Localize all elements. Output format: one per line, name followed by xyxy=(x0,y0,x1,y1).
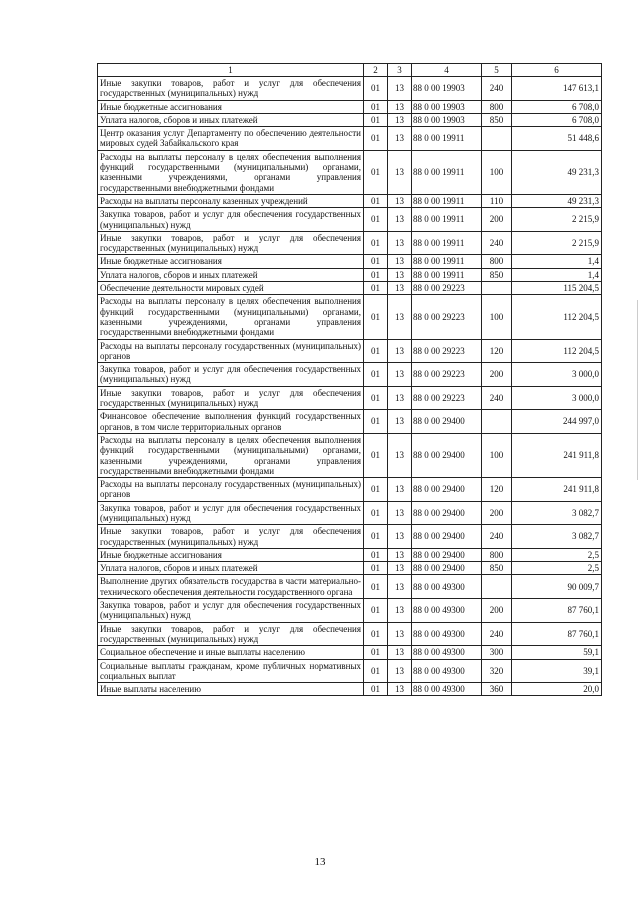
cell-subsection: 13 xyxy=(388,386,412,410)
cell-target-item: 88 0 00 49300 xyxy=(412,575,482,599)
cell-name: Расходы на выплаты персоналу в целях обеспечения выполнения функций государственными (муниципальными) органами, казенными учреждениями, органами управления государственными внебюджетными фондами xyxy=(98,150,364,194)
cell-amount: 87 760,1 xyxy=(512,599,602,623)
cell-section: 01 xyxy=(364,525,388,549)
cell-expense-type: 300 xyxy=(482,646,512,659)
cell-subsection: 13 xyxy=(388,433,412,477)
cell-expense-type: 120 xyxy=(482,339,512,363)
table-row xyxy=(98,622,602,646)
cell-expense-type: 240 xyxy=(482,231,512,255)
cell-amount: 49 231,3 xyxy=(512,194,602,207)
cell-subsection: 13 xyxy=(388,622,412,646)
cell-expense-type: 240 xyxy=(482,525,512,549)
cell-section: 01 xyxy=(364,208,388,232)
cell-amount: 115 204,5 xyxy=(512,282,602,295)
table-row xyxy=(98,100,602,113)
header-col-section: 2 xyxy=(364,64,388,77)
cell-expense-type: 100 xyxy=(482,150,512,194)
cell-section: 01 xyxy=(364,646,388,659)
cell-target-item: 88 0 00 29400 xyxy=(412,548,482,561)
table-row xyxy=(98,127,602,151)
table-row xyxy=(98,599,602,623)
table-row xyxy=(98,268,602,281)
cell-expense-type: 200 xyxy=(482,599,512,623)
cell-subsection: 13 xyxy=(388,127,412,151)
cell-target-item: 88 0 00 29223 xyxy=(412,282,482,295)
header-col-name: 1 xyxy=(98,64,364,77)
cell-section: 01 xyxy=(364,113,388,126)
cell-name: Иные закупки товаров, работ и услуг для обеспечения государственных (муниципальных) нужд xyxy=(98,622,364,646)
cell-target-item: 88 0 00 29400 xyxy=(412,410,482,434)
cell-target-item: 88 0 00 49300 xyxy=(412,683,482,696)
cell-subsection: 13 xyxy=(388,646,412,659)
cell-name: Иные бюджетные ассигнования xyxy=(98,100,364,113)
cell-section: 01 xyxy=(364,386,388,410)
cell-section: 01 xyxy=(364,363,388,387)
cell-amount: 241 911,8 xyxy=(512,433,602,477)
cell-section: 01 xyxy=(364,282,388,295)
cell-section: 01 xyxy=(364,194,388,207)
cell-expense-type xyxy=(482,575,512,599)
cell-expense-type: 850 xyxy=(482,562,512,575)
cell-expense-type: 850 xyxy=(482,113,512,126)
header-col-amount: 6 xyxy=(512,64,602,77)
cell-subsection: 13 xyxy=(388,363,412,387)
cell-subsection: 13 xyxy=(388,231,412,255)
cell-name: Иные выплаты населению xyxy=(98,683,364,696)
cell-target-item: 88 0 00 29400 xyxy=(412,562,482,575)
table-row xyxy=(98,410,602,434)
cell-name: Закупка товаров, работ и услуг для обеспечения государственных (муниципальных) нужд xyxy=(98,363,364,387)
cell-expense-type: 100 xyxy=(482,433,512,477)
cell-section: 01 xyxy=(364,622,388,646)
cell-section: 01 xyxy=(364,150,388,194)
cell-section: 01 xyxy=(364,575,388,599)
cell-section: 01 xyxy=(364,100,388,113)
cell-target-item: 88 0 00 19911 xyxy=(412,194,482,207)
cell-expense-type: 850 xyxy=(482,268,512,281)
cell-expense-type: 800 xyxy=(482,255,512,268)
cell-expense-type: 360 xyxy=(482,683,512,696)
cell-name: Иные закупки товаров, работ и услуг для обеспечения государственных (муниципальных) нужд xyxy=(98,386,364,410)
cell-target-item: 88 0 00 19903 xyxy=(412,77,482,101)
cell-subsection: 13 xyxy=(388,150,412,194)
cell-target-item: 88 0 00 49300 xyxy=(412,659,482,683)
table-row xyxy=(98,683,602,696)
table-row xyxy=(98,548,602,561)
page-number: 13 xyxy=(314,856,326,868)
cell-subsection: 13 xyxy=(388,339,412,363)
header-col-expense-type: 5 xyxy=(482,64,512,77)
cell-amount: 244 997,0 xyxy=(512,410,602,434)
cell-expense-type xyxy=(482,127,512,151)
cell-amount: 49 231,3 xyxy=(512,150,602,194)
cell-target-item: 88 0 00 29400 xyxy=(412,433,482,477)
cell-target-item: 88 0 00 29223 xyxy=(412,339,482,363)
cell-subsection: 13 xyxy=(388,113,412,126)
cell-target-item: 88 0 00 19911 xyxy=(412,208,482,232)
cell-amount: 3 000,0 xyxy=(512,386,602,410)
cell-amount: 2 215,9 xyxy=(512,231,602,255)
cell-target-item: 88 0 00 49300 xyxy=(412,646,482,659)
cell-section: 01 xyxy=(364,433,388,477)
cell-name: Иные бюджетные ассигнования xyxy=(98,548,364,561)
table-row xyxy=(98,478,602,502)
cell-amount: 112 204,5 xyxy=(512,295,602,339)
cell-name: Расходы на выплаты персоналу государственных (муниципальных) органов xyxy=(98,478,364,502)
cell-amount: 2 215,9 xyxy=(512,208,602,232)
cell-name: Расходы на выплаты персоналу в целях обеспечения выполнения функций государственными (муниципальными) органами, казенными учреждениями, органами управления государственными внебюджетными фондами xyxy=(98,295,364,339)
table-row xyxy=(98,282,602,295)
cell-name: Центр оказания услуг Департаменту по обеспечению деятельности мировых судей Забайкальского края xyxy=(98,127,364,151)
cell-target-item: 88 0 00 19903 xyxy=(412,100,482,113)
cell-target-item: 88 0 00 19911 xyxy=(412,231,482,255)
cell-expense-type: 240 xyxy=(482,77,512,101)
table-row xyxy=(98,194,602,207)
cell-section: 01 xyxy=(364,683,388,696)
cell-amount: 90 009,7 xyxy=(512,575,602,599)
table-row xyxy=(98,501,602,525)
cell-expense-type: 240 xyxy=(482,386,512,410)
cell-target-item: 88 0 00 49300 xyxy=(412,599,482,623)
cell-subsection: 13 xyxy=(388,478,412,502)
table-row xyxy=(98,231,602,255)
cell-target-item: 88 0 00 19911 xyxy=(412,150,482,194)
cell-section: 01 xyxy=(364,339,388,363)
cell-target-item: 88 0 00 19911 xyxy=(412,255,482,268)
cell-subsection: 13 xyxy=(388,194,412,207)
table-row xyxy=(98,77,602,101)
cell-name: Иные закупки товаров, работ и услуг для обеспечения государственных (муниципальных) нужд xyxy=(98,231,364,255)
cell-subsection: 13 xyxy=(388,100,412,113)
table-row xyxy=(98,150,602,194)
cell-subsection: 13 xyxy=(388,683,412,696)
table-row xyxy=(98,433,602,477)
budget-table xyxy=(97,63,602,696)
cell-amount: 6 708,0 xyxy=(512,113,602,126)
cell-amount: 3 082,7 xyxy=(512,501,602,525)
cell-name: Выполнение других обязательств государства в части материально-технического обеспечения деятельности государственного органа xyxy=(98,575,364,599)
cell-expense-type: 110 xyxy=(482,194,512,207)
cell-name: Закупка товаров, работ и услуг для обеспечения государственных (муниципальных) нужд xyxy=(98,599,364,623)
cell-subsection: 13 xyxy=(388,295,412,339)
table-row xyxy=(98,295,602,339)
table-row xyxy=(98,208,602,232)
cell-expense-type: 240 xyxy=(482,622,512,646)
table-row xyxy=(98,562,602,575)
cell-target-item: 88 0 00 29223 xyxy=(412,386,482,410)
cell-section: 01 xyxy=(364,255,388,268)
scan-edge-line xyxy=(637,300,638,480)
cell-name: Уплата налогов, сборов и иных платежей xyxy=(98,268,364,281)
cell-subsection: 13 xyxy=(388,77,412,101)
cell-subsection: 13 xyxy=(388,282,412,295)
cell-section: 01 xyxy=(364,478,388,502)
cell-name: Расходы на выплаты персоналу государственных (муниципальных) органов xyxy=(98,339,364,363)
cell-expense-type: 800 xyxy=(482,548,512,561)
cell-amount: 87 760,1 xyxy=(512,622,602,646)
cell-name: Иные бюджетные ассигнования xyxy=(98,255,364,268)
cell-target-item: 88 0 00 19903 xyxy=(412,113,482,126)
table-row xyxy=(98,113,602,126)
cell-expense-type: 200 xyxy=(482,208,512,232)
cell-name: Иные закупки товаров, работ и услуг для обеспечения государственных (муниципальных) нужд xyxy=(98,77,364,101)
cell-subsection: 13 xyxy=(388,562,412,575)
cell-amount: 3 000,0 xyxy=(512,363,602,387)
cell-name: Расходы на выплаты персоналу казенных учреждений xyxy=(98,194,364,207)
cell-amount: 6 708,0 xyxy=(512,100,602,113)
table-body xyxy=(98,77,602,696)
cell-subsection: 13 xyxy=(388,548,412,561)
cell-subsection: 13 xyxy=(388,659,412,683)
cell-expense-type: 320 xyxy=(482,659,512,683)
cell-target-item: 88 0 00 29400 xyxy=(412,478,482,502)
cell-expense-type xyxy=(482,410,512,434)
cell-amount: 2,5 xyxy=(512,548,602,561)
cell-section: 01 xyxy=(364,548,388,561)
cell-expense-type: 200 xyxy=(482,363,512,387)
cell-amount: 1,4 xyxy=(512,255,602,268)
cell-expense-type: 100 xyxy=(482,295,512,339)
cell-name: Закупка товаров, работ и услуг для обеспечения государственных (муниципальных) нужд xyxy=(98,208,364,232)
cell-amount: 2,5 xyxy=(512,562,602,575)
cell-amount: 112 204,5 xyxy=(512,339,602,363)
cell-target-item: 88 0 00 19911 xyxy=(412,127,482,151)
cell-name: Расходы на выплаты персоналу в целях обеспечения выполнения функций государственными (муниципальными) органами, казенными учреждениями, органами управления государственными внебюджетными фондами xyxy=(98,433,364,477)
cell-target-item: 88 0 00 49300 xyxy=(412,622,482,646)
cell-target-item: 88 0 00 29400 xyxy=(412,501,482,525)
cell-subsection: 13 xyxy=(388,268,412,281)
cell-amount: 20,0 xyxy=(512,683,602,696)
cell-name: Социальные выплаты гражданам, кроме публичных нормативных социальных выплат xyxy=(98,659,364,683)
cell-name: Финансовое обеспечение выполнения функций государственных органов, в том числе территориальных органов xyxy=(98,410,364,434)
cell-name: Уплата налогов, сборов и иных платежей xyxy=(98,113,364,126)
cell-name: Уплата налогов, сборов и иных платежей xyxy=(98,562,364,575)
table-header-row xyxy=(98,64,602,77)
cell-target-item: 88 0 00 29400 xyxy=(412,525,482,549)
cell-section: 01 xyxy=(364,231,388,255)
cell-subsection: 13 xyxy=(388,255,412,268)
cell-target-item: 88 0 00 29223 xyxy=(412,295,482,339)
cell-amount: 1,4 xyxy=(512,268,602,281)
table-row xyxy=(98,659,602,683)
cell-target-item: 88 0 00 29223 xyxy=(412,363,482,387)
cell-name: Обеспечение деятельности мировых судей xyxy=(98,282,364,295)
cell-amount: 241 911,8 xyxy=(512,478,602,502)
table-row xyxy=(98,363,602,387)
cell-expense-type: 120 xyxy=(482,478,512,502)
cell-section: 01 xyxy=(364,410,388,434)
cell-target-item: 88 0 00 19911 xyxy=(412,268,482,281)
cell-section: 01 xyxy=(364,501,388,525)
header-col-target-item: 4 xyxy=(412,64,482,77)
cell-expense-type xyxy=(482,282,512,295)
table-row xyxy=(98,575,602,599)
cell-section: 01 xyxy=(364,659,388,683)
cell-amount: 51 448,6 xyxy=(512,127,602,151)
cell-name: Социальное обеспечение и иные выплаты населению xyxy=(98,646,364,659)
cell-amount: 59,1 xyxy=(512,646,602,659)
table-row xyxy=(98,255,602,268)
cell-section: 01 xyxy=(364,599,388,623)
cell-section: 01 xyxy=(364,77,388,101)
table-row xyxy=(98,339,602,363)
cell-subsection: 13 xyxy=(388,525,412,549)
table-row xyxy=(98,646,602,659)
cell-section: 01 xyxy=(364,127,388,151)
cell-section: 01 xyxy=(364,562,388,575)
cell-expense-type: 200 xyxy=(482,501,512,525)
header-col-subsection: 3 xyxy=(388,64,412,77)
table-row xyxy=(98,386,602,410)
cell-name: Закупка товаров, работ и услуг для обеспечения государственных (муниципальных) нужд xyxy=(98,501,364,525)
cell-amount: 147 613,1 xyxy=(512,77,602,101)
cell-subsection: 13 xyxy=(388,410,412,434)
cell-subsection: 13 xyxy=(388,599,412,623)
cell-subsection: 13 xyxy=(388,501,412,525)
cell-name: Иные закупки товаров, работ и услуг для обеспечения государственных (муниципальных) нужд xyxy=(98,525,364,549)
cell-section: 01 xyxy=(364,295,388,339)
cell-section: 01 xyxy=(364,268,388,281)
table-row xyxy=(98,525,602,549)
cell-amount: 39,1 xyxy=(512,659,602,683)
cell-expense-type: 800 xyxy=(482,100,512,113)
cell-subsection: 13 xyxy=(388,575,412,599)
cell-subsection: 13 xyxy=(388,208,412,232)
cell-amount: 3 082,7 xyxy=(512,525,602,549)
